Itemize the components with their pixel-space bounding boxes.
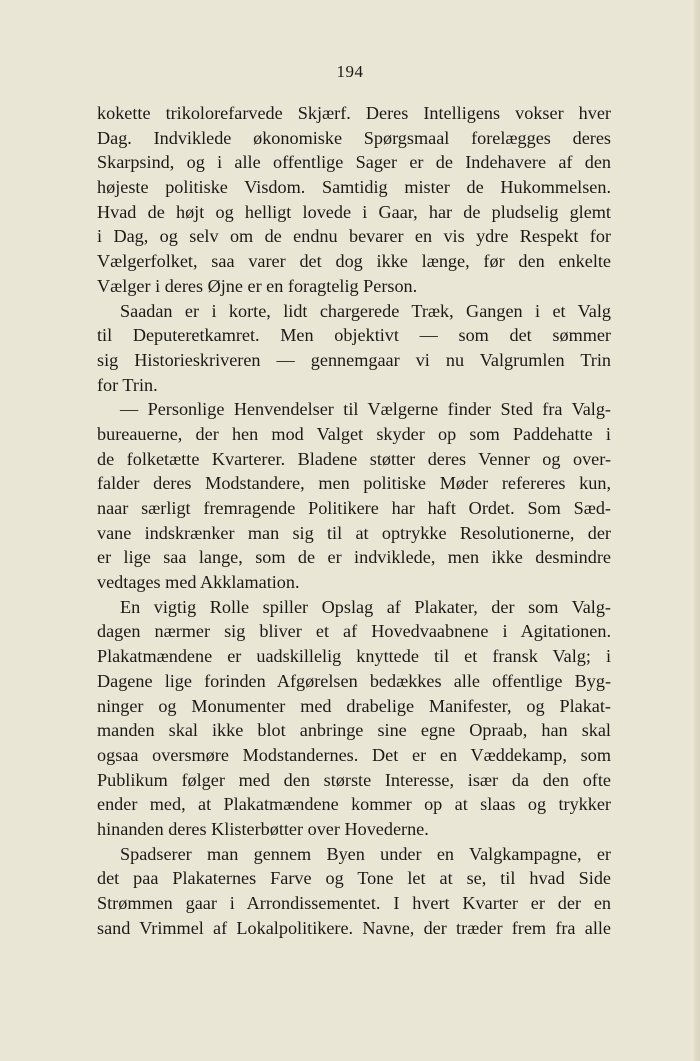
text-line: de folketætte Kvarterer. Bladene støtter deres Venner og over-	[97, 448, 611, 469]
text-line: Publikum følger med den største Interesse, især da den ofte	[97, 769, 611, 790]
text-line: Strømmen gaar i Arrondissementet. I hvert Kvarter er der en	[97, 893, 611, 913]
text-line: kokette trikolorefarvede Skjærf. Deres Intelligens vokser hver	[97, 103, 611, 123]
text-line: til Deputeretkamret. Men objektivt — som det sømmer	[97, 325, 611, 346]
text-line: ogsaa oversmøre Modstandernes. Det er en Væddekamp, som	[97, 744, 611, 765]
text-line: Vælgerfolket, saa varer det dog ikke længe, før den enkelte	[97, 251, 611, 272]
page-number: 194	[336, 62, 364, 81]
body-text	[97, 101, 611, 940]
text-line: Saadan er i korte, lidt chargerede Træk, Gangen i et Valg	[120, 300, 611, 321]
page-edge	[694, 0, 700, 1061]
text-line: manden skal ikke blot anbringe sine egne Opraab, han skal	[97, 720, 611, 741]
text-line: naar særligt fremragende Politikere har haft Ordet. Som Sæd-	[97, 498, 611, 518]
text-line: Dag. Indviklede økonomiske Spørgsmaal forelægges deres	[97, 127, 611, 148]
text-line: vedtages med Akklamation.	[97, 572, 300, 593]
text-line: for Trin.	[97, 374, 158, 395]
text-line: vane indskrænker man sig til at optrykke Resolutionerne, der	[97, 522, 611, 543]
text-line: det paa Plakaternes Farve og Tone let at se, til hvad Side	[97, 868, 611, 889]
text-line: hinanden deres Klisterbøtter over Hovederne.	[97, 818, 429, 839]
text-line: ninger og Monumenter med drabelige Manifester, og Plakat-	[97, 695, 611, 716]
text-line: Skarpsind, og i alle offentlige Sager er de Indehavere af den	[97, 152, 611, 173]
text-line: sig Historieskriveren — gennemgaar vi nu Valgrumlen Trin	[97, 349, 611, 370]
text-line: En vigtig Rolle spiller Opslag af Plakater, der som Valg-	[120, 596, 611, 617]
text-line: højeste politiske Visdom. Samtidig mister de Hukommelsen.	[97, 177, 611, 198]
text-line: Dagene lige forinden Afgørelsen bedækkes alle offentlige Byg-	[97, 670, 611, 691]
text-line: dagen nærmer sig bliver et af Hovedvaabnene i Agitationen.	[97, 621, 611, 642]
text-line: i Dag, og selv om de endnu bevarer en vis ydre Respekt for	[97, 226, 611, 247]
text-line: sand Vrimmel af Lokalpolitikere. Navne, der træder frem fra alle	[97, 917, 611, 938]
text-line: Vælger i deres Øjne er en foragtelig Person.	[97, 275, 418, 296]
text-line: ender med, at Plakatmændene kommer op at slaas og trykker	[97, 794, 611, 815]
text-line: er lige saa lange, som de er indviklede, men ikke desmindre	[97, 547, 611, 568]
text-line: Spadserer man gennem Byen under en Valgkampagne, er	[120, 843, 611, 864]
text-line: Plakatmændene er uadskillelig knyttede til et fransk Valg; i	[97, 646, 611, 667]
text-line: — Personlige Henvendelser til Vælgerne finder Sted fra Valg-	[120, 399, 611, 420]
text-line: falder deres Modstandere, men politiske Møder refereres kun,	[97, 473, 611, 494]
text-line: bureauerne, der hen mod Valget skyder op som Paddehatte i	[97, 423, 611, 444]
text-line: Hvad de højt og helligt lovede i Gaar, har de pludselig glemt	[97, 201, 611, 222]
